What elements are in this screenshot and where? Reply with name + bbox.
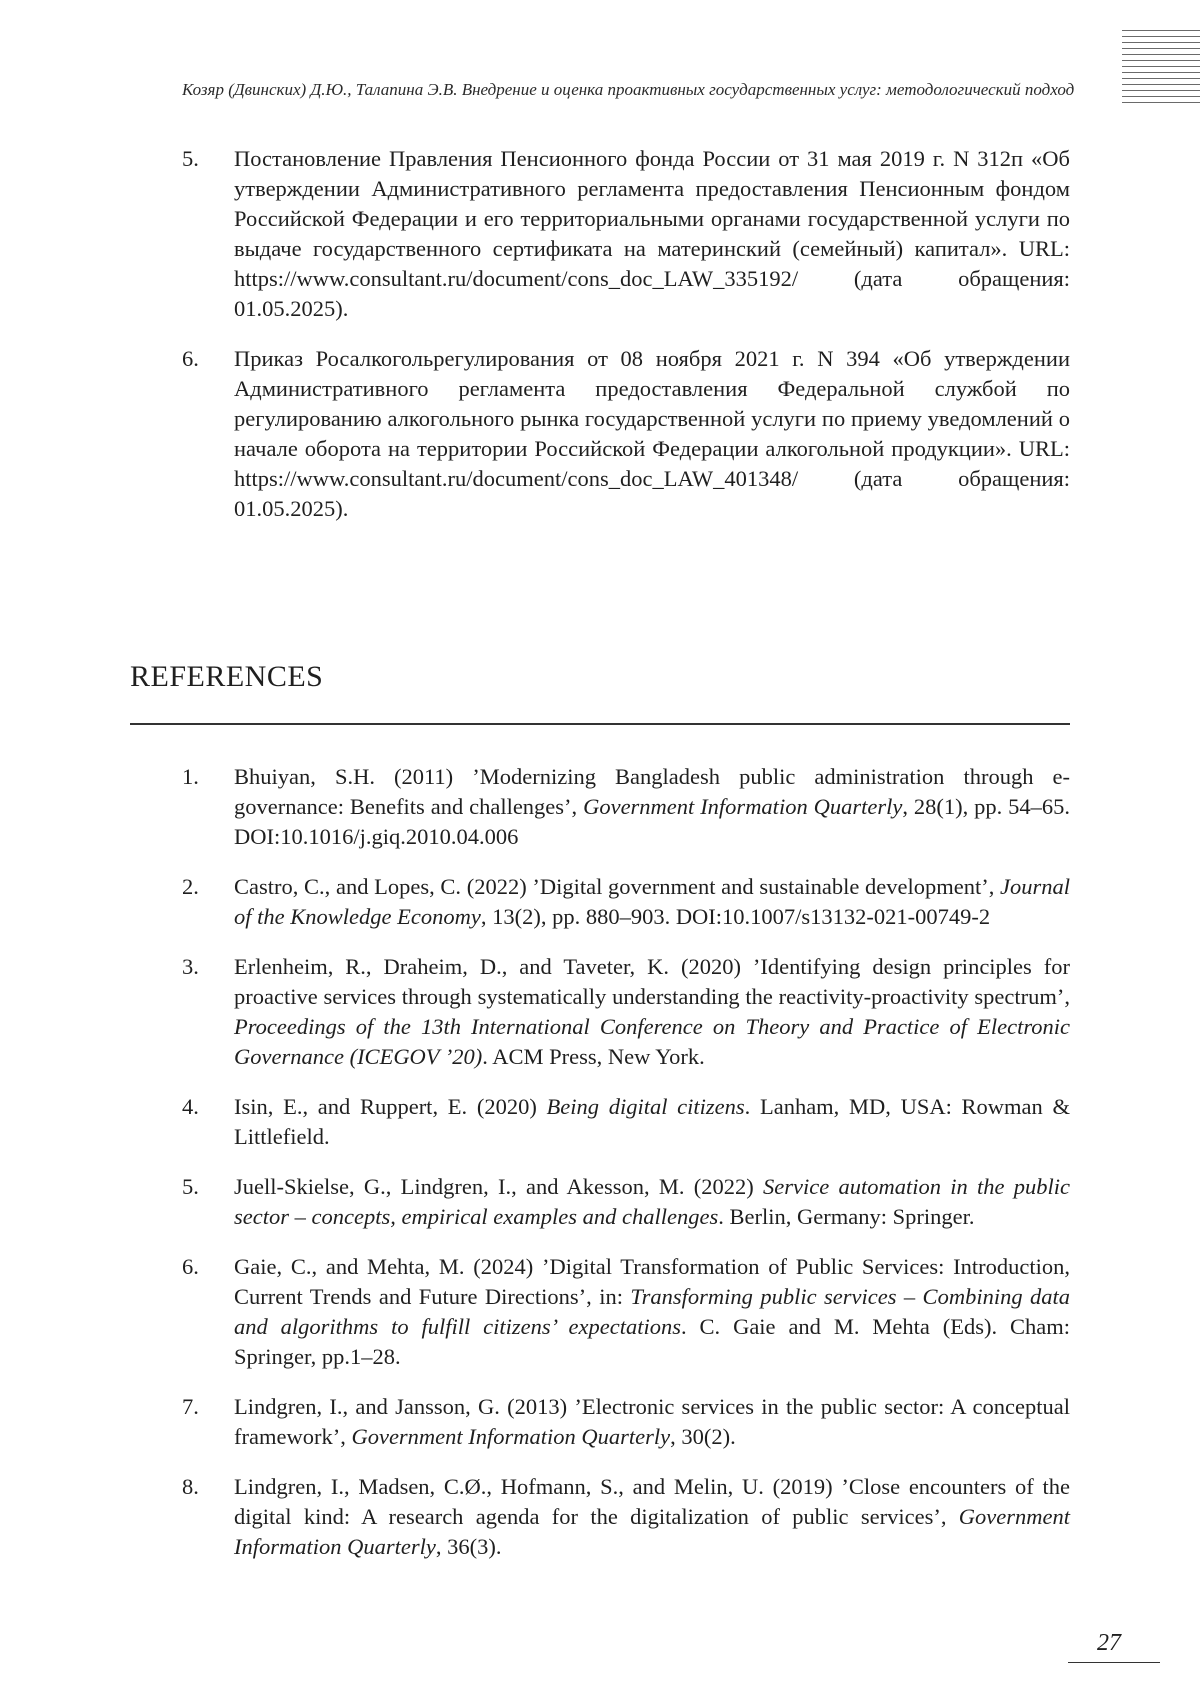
russian-sources-list	[182, 144, 1070, 544]
reference-source-title: Government Information Quarterly	[234, 1504, 1070, 1559]
reference-text	[234, 1252, 1070, 1372]
reference-item	[182, 1392, 1070, 1452]
reference-text	[234, 952, 1070, 1072]
reference-number: 1.	[182, 764, 199, 789]
reference-item	[182, 952, 1070, 1072]
reference-source-title: Government Information Quarterly	[583, 794, 903, 819]
references-list	[182, 762, 1070, 1582]
reference-text-part: Erlenheim, R., Draheim, D., and Taveter, K. (2020) ’Identifying design principles for proactive services through systematically understanding the reactivity-proactivity spectrum’,	[234, 954, 1070, 1009]
page-number: 27	[1097, 1630, 1121, 1656]
reference-text	[234, 1472, 1070, 1562]
reference-text-part: . C. Gaie and M. Mehta (Eds). Cham: Springer, pp.1–28.	[234, 1314, 1071, 1369]
reference-text	[234, 1172, 1070, 1232]
reference-number: 7.	[182, 1394, 199, 1419]
reference-source-title: Transforming public services – Combining data and algorithms to fulfill citizens’ expectations	[234, 1284, 1070, 1339]
reference-number: 4.	[182, 1094, 199, 1119]
reference-text-part: Lindgren, I., Madsen, C.Ø., Hofmann, S., and Melin, U. (2019) ’Close encounters of the digital kind: A research agenda for the digitalization of public services’,	[234, 1474, 1070, 1529]
header-decoration-lines	[1122, 30, 1200, 110]
reference-source-title: Being digital citizens	[546, 1094, 745, 1119]
reference-number: 6.	[182, 346, 199, 371]
reference-text	[234, 872, 1070, 932]
reference-item	[182, 1172, 1070, 1232]
references-heading: REFERENCES	[130, 660, 324, 693]
reference-text-part: Lindgren, I., and Jansson, G. (2013) ’Electronic services in the public sector: A conceptual framework’,	[234, 1394, 1070, 1449]
reference-text	[234, 144, 1070, 324]
reference-number: 8.	[182, 1474, 199, 1499]
reference-text-part: , 13(2), pp. 880–903. DOI:10.1007/s13132-021-00749-2	[480, 904, 991, 929]
reference-item	[182, 144, 1070, 324]
reference-text-part: , 28(1), pp. 54–65. DOI:10.1016/j.giq.2010.04.006	[234, 794, 1071, 849]
reference-source-title: Service automation in the public sector – concepts, empirical examples and challenges	[234, 1174, 1071, 1229]
reference-text-part: Juell-Skielse, G., Lindgren, I., and Akesson, M. (2022)	[234, 1174, 764, 1199]
reference-number: 5.	[182, 1174, 199, 1199]
page-number-rule	[1068, 1662, 1160, 1663]
reference-source-title: Government Information Quarterly	[351, 1424, 671, 1449]
reference-number: 2.	[182, 874, 199, 899]
reference-source-title: Proceedings of the 13th International Conference on Theory and Practice of Electronic Governance (ICEGOV ’20)	[234, 1014, 1070, 1069]
reference-text-part: Приказ Росалкогольрегулирования от 08 ноября 2021 г. N 394 «Об утверждении Административного регламента предоставления Федеральной службой по регулированию алкогольного рынка государственной услуги по приему уведомлений о начале оборота на территории Российской Федерации алкогольной продукции». URL: https://www.consultant.ru/document/cons_doc_LAW_401348/ (дата обращения: 01.05.2025).	[234, 346, 1070, 521]
reference-text	[234, 1092, 1070, 1152]
reference-text-part: , 30(2).	[670, 1424, 736, 1449]
reference-text-part: . Lanham, MD, USA: Rowman & Littlefield.	[234, 1094, 1070, 1149]
reference-text-part: Bhuiyan, S.H. (2011) ’Modernizing Bangladesh public administration through e-governance: Benefits and challenges’,	[234, 764, 1070, 819]
reference-text-part: Постановление Правления Пенсионного фонда России от 31 мая 2019 г. N 312п «Об утверждении Административного регламента предоставления Пенсионным фондом Российской Федерации и его территориальными органами государственной услуги по выдаче государственного сертификата на материнский (семейный) капитал». URL: https://www.consultant.ru/document/cons_doc_LAW_335192/ (дата обращения: 01.05.2025).	[234, 146, 1070, 321]
reference-text	[234, 762, 1070, 852]
reference-number: 3.	[182, 954, 199, 979]
reference-text-part: , 36(3).	[435, 1534, 502, 1559]
reference-text-part: Castro, C., and Lopes, C. (2022) ’Digital government and sustainable development’,	[234, 874, 1000, 899]
reference-item	[182, 762, 1070, 852]
reference-source-title: Journal of the Knowledge Economy	[234, 874, 1070, 929]
reference-text-part: . Berlin, Germany: Springer.	[718, 1204, 975, 1229]
reference-number: 6.	[182, 1254, 199, 1279]
reference-text	[234, 344, 1070, 524]
reference-item	[182, 872, 1070, 932]
reference-item	[182, 1252, 1070, 1372]
reference-item	[182, 344, 1070, 524]
reference-text-part: Isin, E., and Ruppert, E. (2020)	[234, 1094, 547, 1119]
reference-text	[234, 1392, 1070, 1452]
reference-number: 5.	[182, 146, 199, 171]
reference-item	[182, 1092, 1070, 1152]
references-divider	[130, 723, 1070, 725]
running-header: Козяр (Двинских) Д.Ю., Талапина Э.В. Внедрение и оценка проактивных государственных услуг: методологический подход	[182, 80, 1075, 99]
reference-text-part: Gaie, C., and Mehta, M. (2024) ’Digital Transformation of Public Services: Introduction, Current Trends and Future Directions’, in:	[234, 1254, 1070, 1309]
reference-item	[182, 1472, 1070, 1562]
reference-text-part: . ACM Press, New York.	[482, 1044, 705, 1069]
